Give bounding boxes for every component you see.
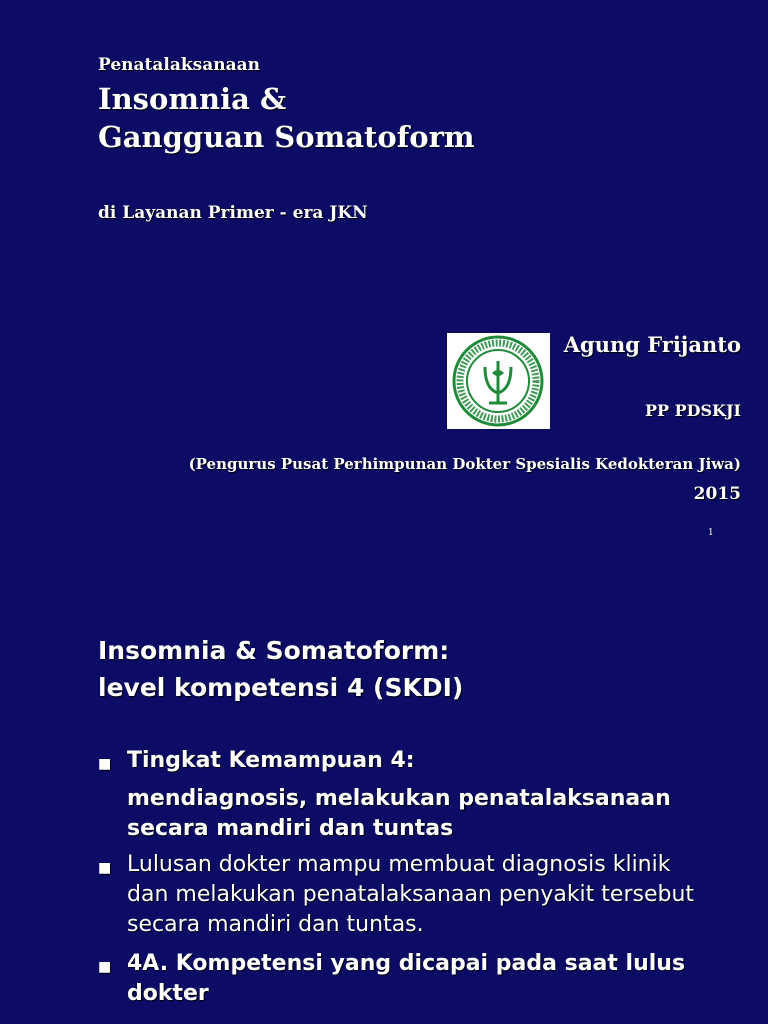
slide-kicker: Penatalaksanaan [98,55,260,75]
page-number: 1 [708,528,714,538]
organization-full: (Pengurus Pusat Perhimpunan Dokter Spesialis Kedokteran Jiwa) [188,455,741,473]
slide-title-line-1: Insomnia & [98,82,287,116]
slide-subtitle: di Layanan Primer - era JKN [98,203,368,223]
bullet-2-line-2: dan melakukan penatalaksanaan penyakit tersebut [127,882,695,907]
slide-title-line-2: Gangguan Somatoform [98,120,475,154]
slide2-title-line-2: level kompetensi 4 (SKDI) [98,673,464,702]
pdskji-emblem-icon [447,333,550,429]
bullet-square-icon: ■ [98,756,112,772]
bullet-2-line-3: secara mandiri dan tuntas. [127,912,424,937]
bullet-2-line-1: Lulusan dokter mampu membuat diagnosis klinik [127,852,671,877]
competency-slide [0,560,768,1024]
bullet-square-icon: ■ [98,959,112,975]
bullet-3-line-1: 4A. Kompetensi yang dicapai pada saat lulus [127,951,686,976]
bullet-1-detail-line-1: mendiagnosis, melakukan penatalaksanaan [127,786,671,811]
author-name: Agung Frijanto [563,332,741,357]
bullet-1-detail-line-2: secara mandiri dan tuntas [127,816,454,841]
slide2-title-line-1: Insomnia & Somatoform: [98,636,450,665]
bullet-3-line-2: dokter [127,981,209,1006]
bullet-1-line-1: Tingkat Kemampuan 4: [127,748,415,773]
pdskji-logo [447,333,550,429]
organization-short: PP PDSKJI [644,401,741,420]
presentation-year: 2015 [693,484,741,504]
bullet-square-icon: ■ [98,860,112,876]
